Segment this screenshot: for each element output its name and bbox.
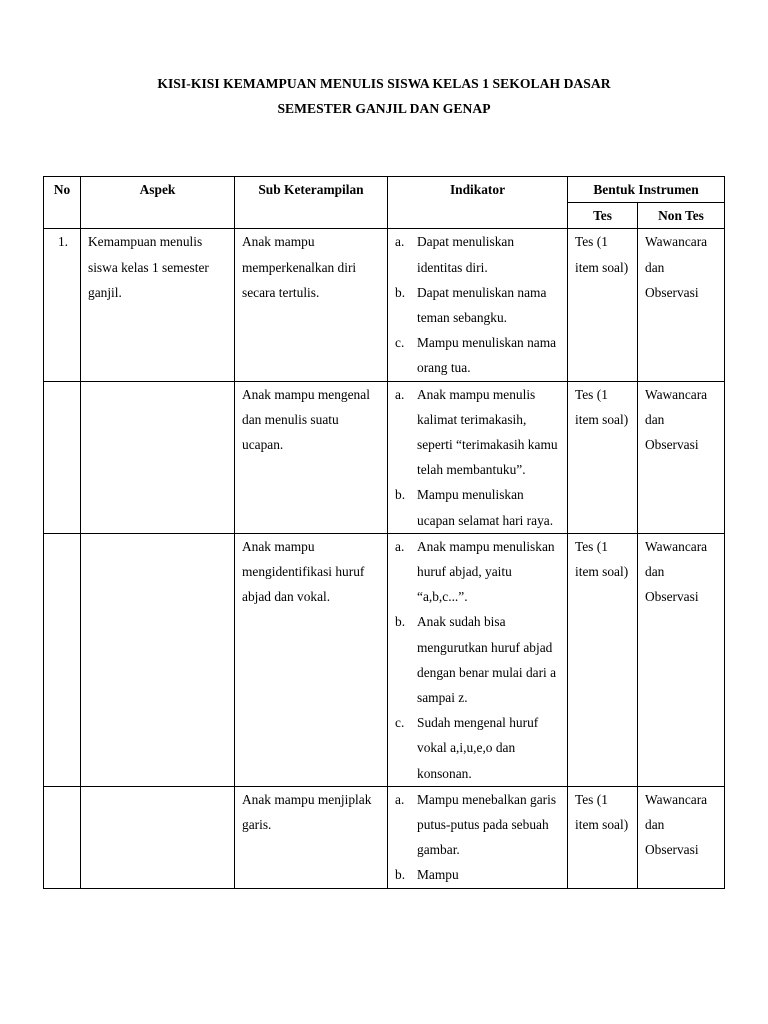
document-subtitle: SEMESTER GANJIL DAN GENAP (277, 101, 491, 116)
indikator-item (395, 280, 562, 330)
indikator-text: Mampu menebalkan garis putus-putus pada sebuah gambar. (417, 791, 557, 858)
cell-non-tes: Wawancara dan Observasi (638, 381, 725, 533)
indikator-marker: a. (395, 234, 405, 250)
cell-no: 1. (44, 229, 81, 381)
cell-aspek (81, 786, 235, 888)
indikator-item (395, 229, 562, 279)
indikator-item (395, 710, 562, 786)
header-bentuk-instrumen: Bentuk Instrumen (568, 177, 725, 203)
header-non-tes: Non Tes (638, 203, 725, 229)
indikator-marker: a. (395, 791, 405, 807)
cell-aspek: Kemampuan menulis siswa kelas 1 semester ganjil. (81, 229, 235, 381)
cell-non-tes: Wawancara dan Observasi (638, 533, 725, 786)
indikator-item (395, 787, 562, 863)
indikator-marker: b. (395, 867, 406, 883)
table-row (44, 381, 725, 533)
header-tes: Tes (568, 203, 638, 229)
indikator-text: Mampu (417, 867, 459, 883)
indikator-item (395, 330, 562, 380)
indikator-item (395, 609, 562, 710)
header-indikator: Indikator (388, 177, 568, 229)
cell-sub-keterampilan: Anak mampu mengenal dan menulis suatu ucapan. (235, 381, 388, 533)
cell-tes: Tes (1 item soal) (568, 229, 638, 381)
indikator-text: Dapat menuliskan identitas diri. (417, 234, 515, 275)
indikator-text: Dapat menuliskan nama teman sebangku. (417, 284, 547, 326)
indikator-text: Sudah mengenal huruf vokal a,i,u,e,o dan konsonan. (417, 715, 539, 781)
cell-no (44, 786, 81, 888)
indikator-text: Anak sudah bisa mengurutkan huruf abjad dengan benar mulai dari a sampai z. (417, 614, 557, 706)
indikator-text: Mampu menuliskan ucapan selamat hari raya. (417, 487, 554, 528)
cell-sub-keterampilan: Anak mampu mengidentifikasi huruf abjad dan vokal. (235, 533, 388, 786)
indikator-marker: c. (395, 715, 405, 731)
document-title: KISI-KISI KEMAMPUAN MENULIS SISWA KELAS 1 SEKOLAH DASAR (157, 76, 611, 91)
cell-sub-keterampilan: Anak mampu menjiplak garis. (235, 786, 388, 888)
cell-no (44, 533, 81, 786)
indikator-marker: b. (395, 614, 406, 630)
indikator-marker: c. (395, 335, 405, 351)
indikator-item (395, 482, 562, 532)
indikator-text: Anak mampu menuliskan huruf abjad, yaitu “a,b,c...”. (417, 538, 555, 605)
cell-sub-keterampilan: Anak mampu memperkenalkan diri secara tertulis. (235, 229, 388, 381)
indikator-marker: b. (395, 284, 406, 300)
cell-indikator (388, 786, 568, 888)
indikator-item (395, 382, 562, 483)
table-row (44, 533, 725, 786)
cell-non-tes: Wawancara dan Observasi (638, 229, 725, 381)
indikator-marker: a. (395, 538, 405, 554)
table-row (44, 786, 725, 888)
header-no: No (44, 177, 81, 229)
cell-tes: Tes (1 item soal) (568, 381, 638, 533)
cell-aspek (81, 381, 235, 533)
table-row (44, 229, 725, 381)
indikator-text: Mampu menuliskan nama orang tua. (417, 335, 557, 376)
indikator-marker: a. (395, 386, 405, 402)
cell-non-tes: Wawancara dan Observasi (638, 786, 725, 888)
header-sub-keterampilan: Sub Keterampilan (235, 177, 388, 229)
cell-indikator (388, 229, 568, 381)
indikator-text: Anak mampu menulis kalimat terimakasih, seperti “terimakasih kamu telah membantuku”. (417, 386, 558, 478)
cell-tes: Tes (1 item soal) (568, 533, 638, 786)
indikator-marker: b. (395, 487, 406, 503)
indikator-item (395, 862, 562, 887)
cell-indikator (388, 381, 568, 533)
cell-indikator (388, 533, 568, 786)
cell-aspek (81, 533, 235, 786)
header-aspek: Aspek (81, 177, 235, 229)
indikator-item (395, 534, 562, 610)
cell-no (44, 381, 81, 533)
kisi-kisi-table (43, 176, 725, 889)
cell-tes: Tes (1 item soal) (568, 786, 638, 888)
